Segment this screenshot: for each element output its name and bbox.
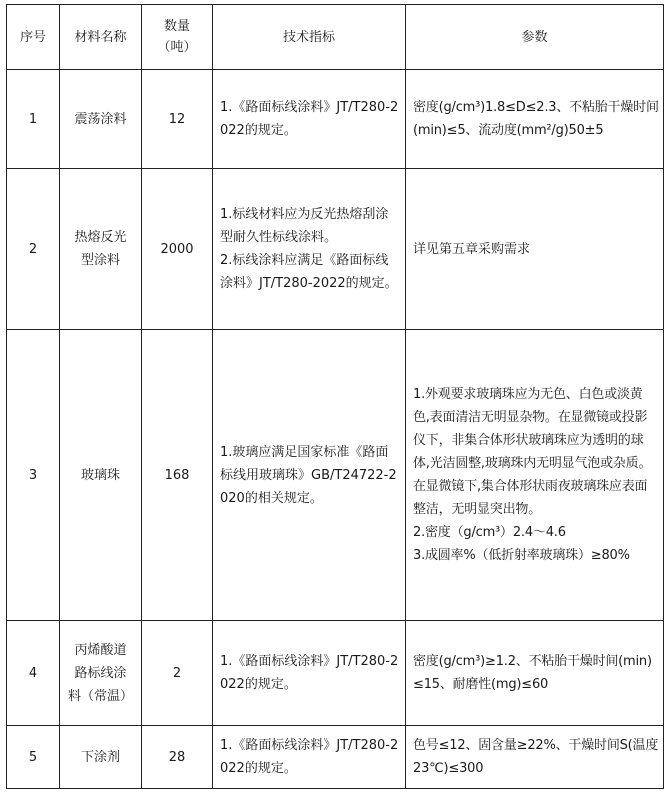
header-qty-line1: 数量 — [163, 19, 190, 34]
row-name — [60, 726, 142, 789]
table-row — [7, 169, 664, 330]
row-qty: 168 — [142, 330, 213, 621]
spec-paragraph: 1.玻璃应满足国家标准《路面标线用玻璃珠》GB/T24722-2020的相关规定。 — [220, 444, 397, 506]
row-name-line: 型涂料 — [80, 253, 120, 268]
row-index: 2 — [7, 169, 60, 330]
table-row — [7, 726, 664, 789]
table-row — [7, 330, 664, 621]
row-params — [406, 330, 664, 621]
spec-paragraph: 1.标线材料应为反光热熔刮涂型耐久性标线涂料。 — [220, 207, 389, 245]
header-params: 参数 — [406, 5, 664, 70]
header-name: 材料名称 — [60, 5, 142, 70]
row-name-line: 玻璃珠 — [80, 467, 120, 483]
row-name-line: 震荡涂料 — [74, 111, 127, 127]
table-row — [7, 70, 664, 169]
table-row — [7, 621, 664, 726]
row-index: 1 — [7, 70, 60, 169]
header-qty-line2: （吨） — [157, 40, 197, 55]
row-name-line: 下涂剂 — [80, 749, 120, 765]
param-paragraph: 2.密度（g/cm³）2.4～4.6 — [413, 525, 566, 540]
row-name-line: 丙烯酸道 — [74, 642, 127, 658]
spec-paragraph: 1.《路面标线涂料》JT/T280-2022的规定。 — [220, 654, 399, 692]
row-params — [406, 169, 664, 330]
param-paragraph: 色号≤12、固含量≥22%、干燥时间S(温度 23℃)≤300 — [413, 738, 659, 776]
spec-paragraph: 2.标线涂料应满足《路面标线涂料》JT/T280-2022的规定。 — [220, 253, 398, 291]
spec-paragraph: 1.《路面标线涂料》JT/T280-2022的规定。 — [220, 738, 399, 776]
row-qty: 2 — [142, 621, 213, 726]
row-spec — [213, 169, 406, 330]
row-index: 4 — [7, 621, 60, 726]
row-name-line: 热熔反光 — [74, 230, 127, 245]
header-row — [7, 5, 664, 70]
row-spec — [213, 330, 406, 621]
row-index: 5 — [7, 726, 60, 789]
row-qty: 2000 — [142, 169, 213, 330]
row-params — [406, 726, 664, 789]
param-paragraph: 详见第五章采购需求 — [413, 241, 531, 257]
row-name — [60, 70, 142, 169]
param-paragraph: 3.成圆率%（低折射率玻璃珠）≥80% — [413, 548, 630, 563]
header-spec: 技术指标 — [213, 5, 406, 70]
row-qty: 12 — [142, 70, 213, 169]
row-qty: 28 — [142, 726, 213, 789]
row-index: 3 — [7, 330, 60, 621]
row-name — [60, 169, 142, 330]
header-qty — [142, 5, 213, 70]
row-name-line: 路标线涂 — [74, 665, 127, 681]
row-params — [406, 70, 664, 169]
row-spec — [213, 726, 406, 789]
row-params — [406, 621, 664, 726]
param-paragraph: 密度(g/cm³)≥1.2、不粘胎干燥时间(min)≤15、耐磨性(mg)≤60 — [413, 654, 652, 692]
row-spec — [213, 621, 406, 726]
spec-paragraph: 1.《路面标线涂料》JT/T280-2022的规定。 — [220, 100, 399, 138]
row-spec — [213, 70, 406, 169]
row-name — [60, 621, 142, 726]
materials-table — [6, 4, 664, 789]
row-name-line: 料（常温） — [67, 688, 133, 704]
header-index: 序号 — [7, 5, 60, 70]
row-name — [60, 330, 142, 621]
param-paragraph: 密度(g/cm³)1.8≤D≤2.3、不粘胎干燥时间(min)≤5、流动度(mm²/g)50±5 — [413, 100, 659, 138]
param-paragraph: 1.外观要求玻璃珠应为无色、白色或淡黄色,表面清洁无明显杂物。在显微镜或投影仪下，非集合体形状玻璃珠应为透明的球体,光洁圆整,玻璃珠内无明显气泡或杂质。在显微镜下,集合体形状雨夜玻璃珠应表面整洁，无明显突出物。 — [413, 387, 652, 517]
